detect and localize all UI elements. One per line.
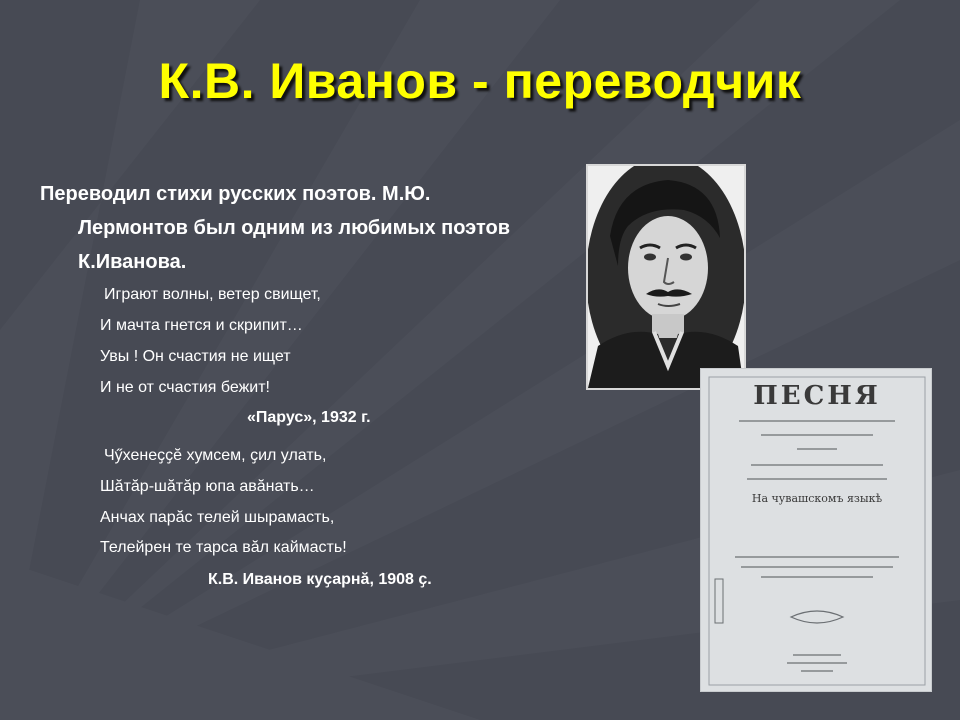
slide-title: К.В. Иванов - переводчик xyxy=(158,53,802,109)
intro-paragraph xyxy=(40,177,570,279)
poem-ru-attribution: «Парус», 1932 г. xyxy=(247,409,371,426)
poem-cv-attribution: К.В. Иванов куҫарнӑ, 1908 ҫ. xyxy=(208,571,432,588)
lermontov-portrait xyxy=(586,164,746,390)
poem-ru-line: И не от счастия бежит! xyxy=(100,379,270,396)
poem-ru-line: Играют волны, ветер свищет, xyxy=(104,286,321,303)
poem-ru-line: Увы ! Он счастия не ищет xyxy=(100,348,291,365)
book-subtitle: На чувашскомъ языкѣ xyxy=(751,492,883,505)
book-cover xyxy=(700,368,932,692)
intro-line: Лермонтов был одним из любимых поэтов xyxy=(78,217,510,239)
poem-ru-line: И мачта гнется и скрипит… xyxy=(100,317,303,334)
poem-cv-line: Телейрен те тарса вӑл каймасть! xyxy=(100,539,347,556)
poem-cv-line: Анчах парӑс телей шырамасть, xyxy=(100,509,335,526)
poem-cv-line: Чӳхенеҫҫӗ хумсем, ҫил улать, xyxy=(104,447,327,464)
poem-cv-line: Шӑтӑр-шӑтӑр юпа авӑнать… xyxy=(100,478,315,495)
book-title: ПЕСНЯ xyxy=(753,381,881,411)
intro-line: К.Иванова. xyxy=(78,251,187,273)
intro-line: Переводил стихи русских поэтов. М.Ю. xyxy=(40,183,431,205)
